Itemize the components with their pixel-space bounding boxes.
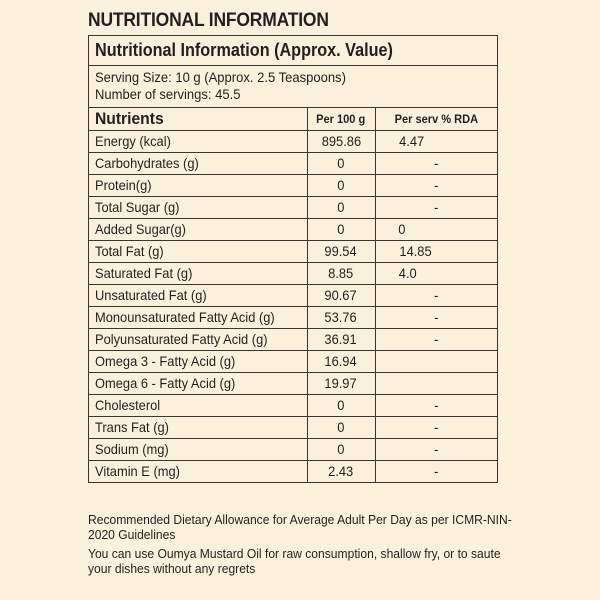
table-row [89, 196, 497, 218]
per100-value: 895.86 [307, 130, 375, 152]
table-row [89, 262, 497, 284]
rda-value: 4.47 [375, 130, 497, 152]
rda-value: - [375, 152, 497, 174]
per100-value: 0 [307, 174, 375, 196]
rda-value: - [375, 394, 497, 416]
per100-value: 2.43 [307, 460, 375, 482]
nutrition-table [89, 108, 497, 482]
table-row [89, 130, 497, 152]
nutrient-name: Monounsaturated Fatty Acid (g) [89, 306, 307, 328]
page-title: NUTRITIONAL INFORMATION [88, 10, 329, 31]
nutrition-panel [88, 35, 498, 483]
per100-value: 0 [307, 196, 375, 218]
nutrient-name: Sodium (mg) [89, 438, 307, 460]
table-header-row [89, 108, 497, 130]
header-nutrients: Nutrients [89, 108, 307, 130]
table-row [89, 152, 497, 174]
nutrient-name: Trans Fat (g) [89, 416, 307, 438]
nutrient-name: Cholesterol [89, 394, 307, 416]
rda-value [375, 350, 497, 372]
table-row [89, 306, 497, 328]
per100-value: 0 [307, 218, 375, 240]
table-row [89, 284, 497, 306]
nutrient-name: Saturated Fat (g) [89, 262, 307, 284]
rda-value [375, 372, 497, 394]
table-row [89, 240, 497, 262]
nutrient-name: Total Sugar (g) [89, 196, 307, 218]
rda-value: - [375, 284, 497, 306]
rda-value: - [375, 306, 497, 328]
per100-value: 19.97 [307, 372, 375, 394]
table-row [89, 328, 497, 350]
per100-value: 0 [307, 416, 375, 438]
rda-value: 4.0 [375, 262, 497, 284]
table-row [89, 438, 497, 460]
rda-value: - [375, 328, 497, 350]
nutrient-name: Carbohydrates (g) [89, 152, 307, 174]
per100-value: 99.54 [307, 240, 375, 262]
per100-value: 0 [307, 394, 375, 416]
header-rda: Per serv % RDA [375, 108, 497, 130]
table-row [89, 372, 497, 394]
nutrient-name: Protein(g) [89, 174, 307, 196]
table-body [89, 130, 497, 482]
per100-value: 0 [307, 152, 375, 174]
per100-value: 0 [307, 438, 375, 460]
per100-value: 16.94 [307, 350, 375, 372]
per100-value: 36.91 [307, 328, 375, 350]
serving-size: Serving Size: 10 g (Approx. 2.5 Teaspoons) [95, 69, 346, 85]
per100-value: 53.76 [307, 306, 375, 328]
rda-value: - [375, 460, 497, 482]
rda-value: - [375, 416, 497, 438]
nutrient-name: Omega 6 - Fatty Acid (g) [89, 372, 307, 394]
nutrient-name: Vitamin E (mg) [89, 460, 307, 482]
rda-value: - [375, 174, 497, 196]
usage-note: You can use Oumya Mustard Oil for raw consumption, shallow fry, or to saute your dishes without any regrets [88, 546, 501, 576]
table-row [89, 174, 497, 196]
rda-value: 0 [375, 218, 497, 240]
nutrient-name: Energy (kcal) [89, 130, 307, 152]
nutrient-name: Total Fat (g) [89, 240, 307, 262]
footnotes [88, 512, 518, 580]
table-row [89, 350, 497, 372]
serving-info [89, 66, 497, 108]
nutrient-name: Unsaturated Fat (g) [89, 284, 307, 306]
table-row [89, 394, 497, 416]
nutrient-name: Added Sugar(g) [89, 218, 307, 240]
nutrient-name: Omega 3 - Fatty Acid (g) [89, 350, 307, 372]
nutrient-name: Polyunsaturated Fatty Acid (g) [89, 328, 307, 350]
rda-value: - [375, 196, 497, 218]
table-row [89, 416, 497, 438]
rda-value: 14.85 [375, 240, 497, 262]
rda-value: - [375, 438, 497, 460]
serving-count: Number of servings: 45.5 [95, 86, 241, 102]
per100-value: 90.67 [307, 284, 375, 306]
header-per100: Per 100 g [307, 108, 375, 130]
per100-value: 8.85 [307, 262, 375, 284]
rda-note: Recommended Dietary Allowance for Average Adult Per Day as per ICMR-NIN-2020 Guidelines [88, 512, 512, 542]
panel-title: Nutritional Information (Approx. Value) [89, 36, 497, 66]
table-row [89, 218, 497, 240]
table-row [89, 460, 497, 482]
